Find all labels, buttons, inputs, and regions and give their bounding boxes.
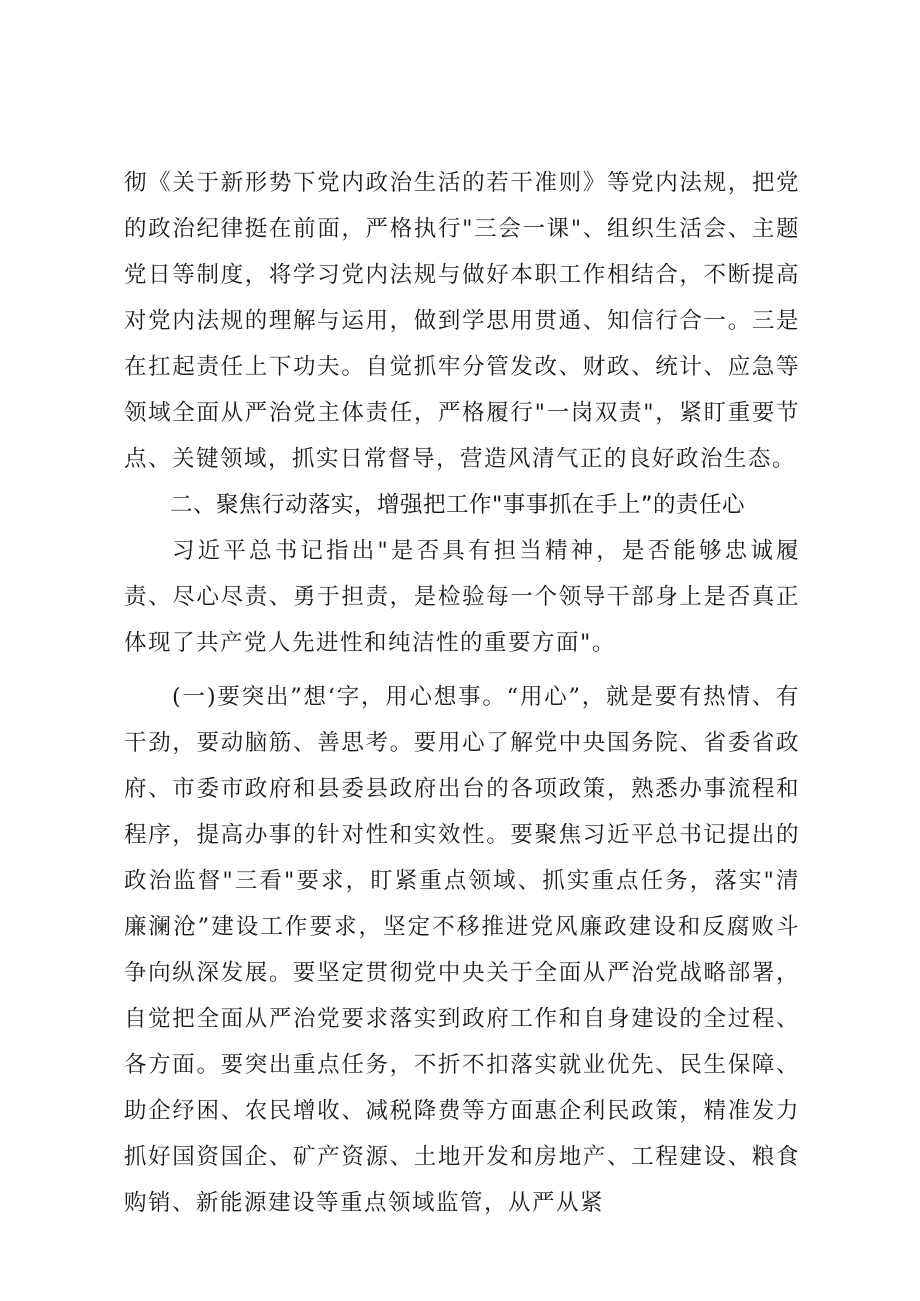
paragraph-subitem-one: (一)要突出”想‘字，用心想事。“用心”，就是要有热情、有干劲，要动脑筋、善思考。要用心了解党中央国务院、省委省政府、市委市政府和县委县政府出台的各项政策，熟悉办事流程和程序，提高办事的针对性和实效性。要聚焦习近平总书记提出的政治监督"三看"要求，盯紧重点领域、抓实重点任务，落实"清廉澜沧”建设工作要求，坚定不移推进党风廉政建设和反腐败斗争向纵深发展。要坚定贯彻党中央关于全面从严治党战略部署，自觉把全面从严治党要求落实到政府工作和自身建设的全过程、各方面。要突出重点任务，不折不扣落实就业优先、民生保障、助企纾困、农民增收、减税降费等方面惠企利民政策，精准发力抓好国资国企、矿产资源、土地开发和房地产、工程建设、粮食购销、新能源建设等重点领域监管，从严从紧 — [124, 684, 800, 1216]
paragraph-continuation: 彻《关于新形势下党内政治生活的若干准则》等党内法规，把党的政治纪律挺在前面，严格执行"三会一课"、组织生活会、主题党日等制度，将学习党内法规与做好本职工作相结合，不断提高对党内法规的理解与运用，做到学思用贯通、知信行合一。三是在扛起责任上下功夫。自觉抓牢分管发改、财政、统计、应急等领域全面从严治党主体责任，严格履行"一岗双责"，紧盯重要节点、关键领域，抓实日常督导，营造风清气正的良好政治生态。 — [124, 170, 800, 472]
paragraph-gap — [124, 666, 800, 674]
document-body — [124, 160, 800, 1226]
section-heading: 二、聚焦行动落实，增强把工作"事事抓在手上”的责任心 — [170, 492, 746, 518]
paragraph-quote: 习近平总书记指出"是否具有担当精神，是否能够忠诚履责、尽心尽责、勇于担责，是检验每一个领导干部身上是否真正体现了共产党人先进性和纯洁性的重要方面"。 — [124, 538, 800, 656]
